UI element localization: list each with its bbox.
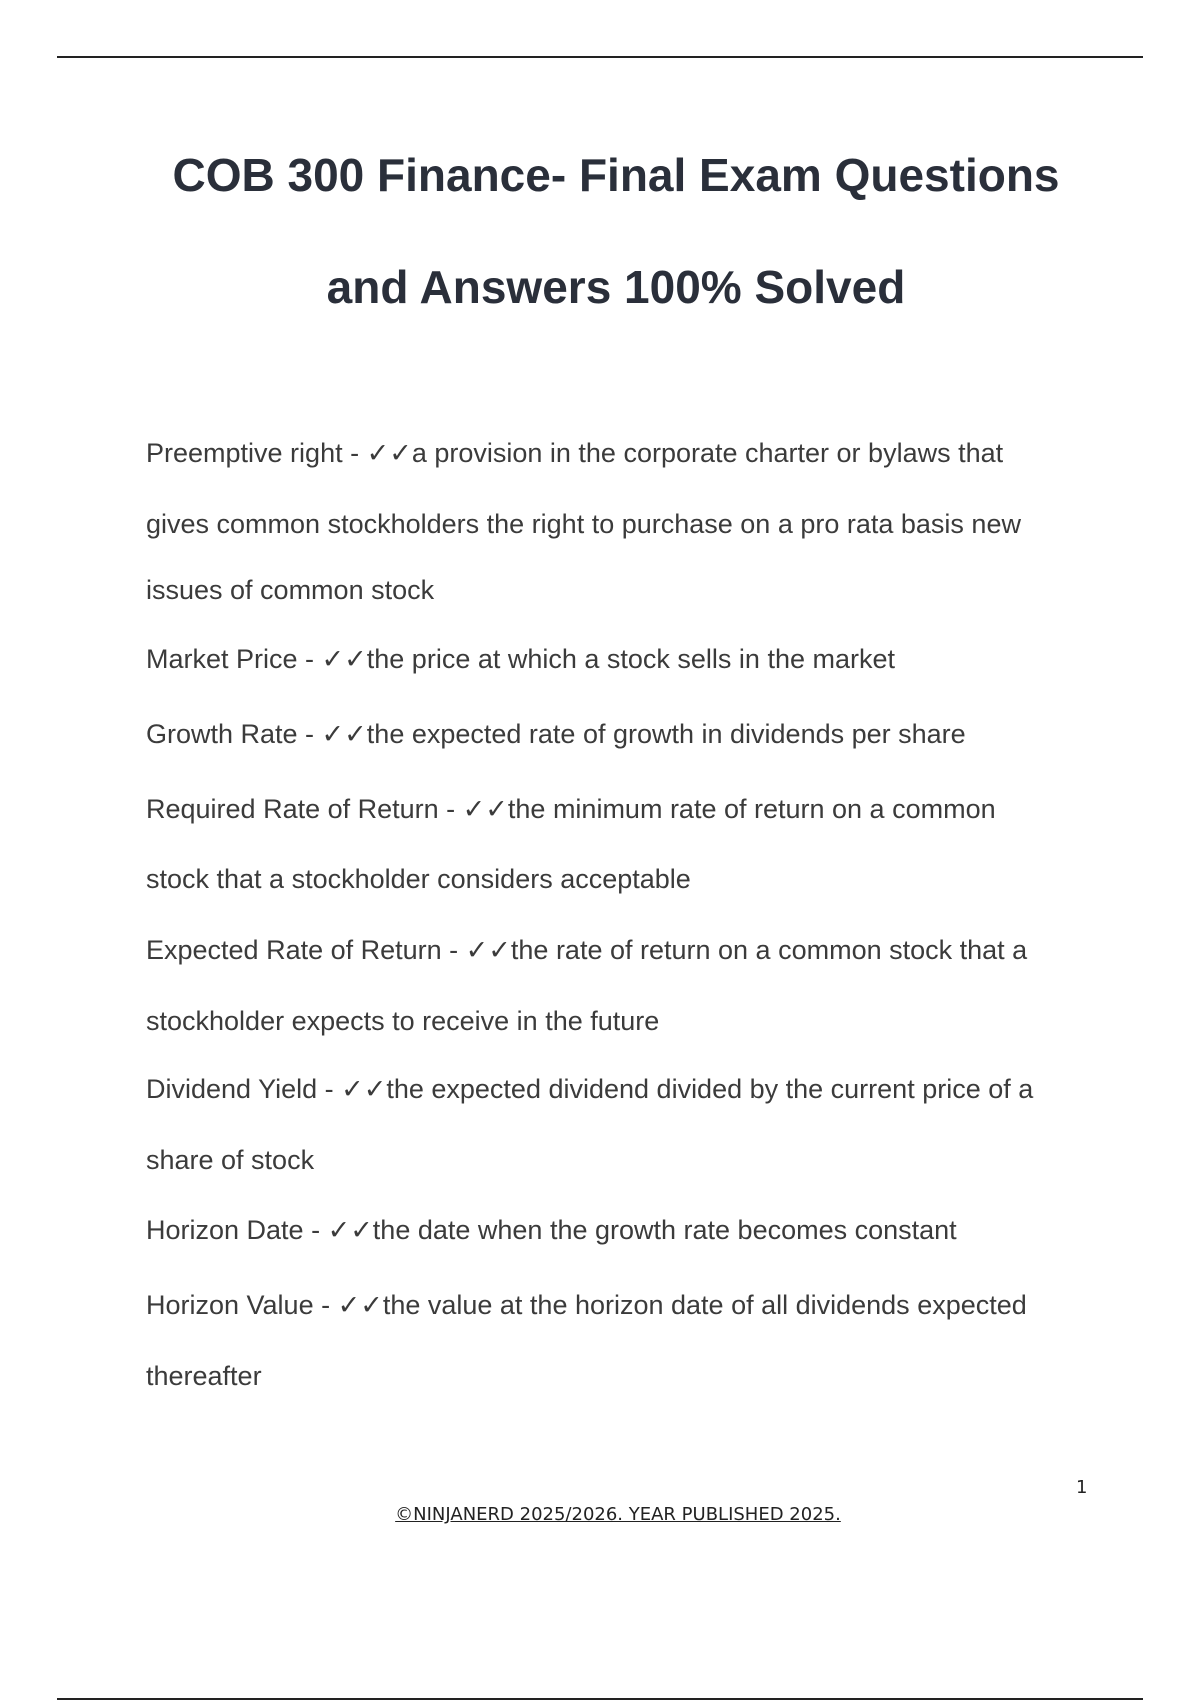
entry-required-rate-line-1: Required Rate of Return - ✓✓the minimum rate of return on a common	[146, 794, 996, 824]
page-number: 1	[1076, 1477, 1088, 1498]
entry-preemptive-right-line-2: gives common stockholders the right to purchase on a pro rata basis new	[146, 509, 1021, 539]
document-title-line-2: and Answers 100% Solved	[326, 261, 906, 313]
entry-market-price-line-1: Market Price - ✓✓the price at which a stock sells in the market	[146, 644, 895, 674]
entry-preemptive-right-line-1: Preemptive right - ✓✓a provision in the corporate charter or bylaws that	[146, 438, 1004, 468]
entry-expected-rate-line-2: stockholder expects to receive in the future	[146, 1006, 660, 1036]
entry-growth-rate-line-1: Growth Rate - ✓✓the expected rate of growth in dividends per share	[146, 719, 966, 749]
entry-horizon-value-line-1: Horizon Value - ✓✓the value at the horizon date of all dividends expected	[146, 1290, 1027, 1320]
document-title-line-1: COB 300 Finance- Final Exam Questions	[172, 149, 1060, 201]
entry-horizon-date-line-1: Horizon Date - ✓✓the date when the growth rate becomes constant	[146, 1215, 957, 1245]
entry-dividend-yield-line-1: Dividend Yield - ✓✓the expected dividend divided by the current price of a	[146, 1074, 1034, 1104]
entry-preemptive-right-line-3: issues of common stock	[146, 575, 435, 605]
entry-dividend-yield-line-2: share of stock	[146, 1145, 315, 1175]
top-rule	[57, 56, 1143, 58]
entry-horizon-value-line-2: thereafter	[146, 1361, 262, 1391]
entry-required-rate-line-2: stock that a stockholder considers acceptable	[146, 864, 691, 894]
entry-expected-rate-line-1: Expected Rate of Return - ✓✓the rate of return on a common stock that a	[146, 935, 1028, 965]
copyright-footer: ©NINJANERD 2025/2026. YEAR PUBLISHED 2025.	[395, 1504, 841, 1525]
